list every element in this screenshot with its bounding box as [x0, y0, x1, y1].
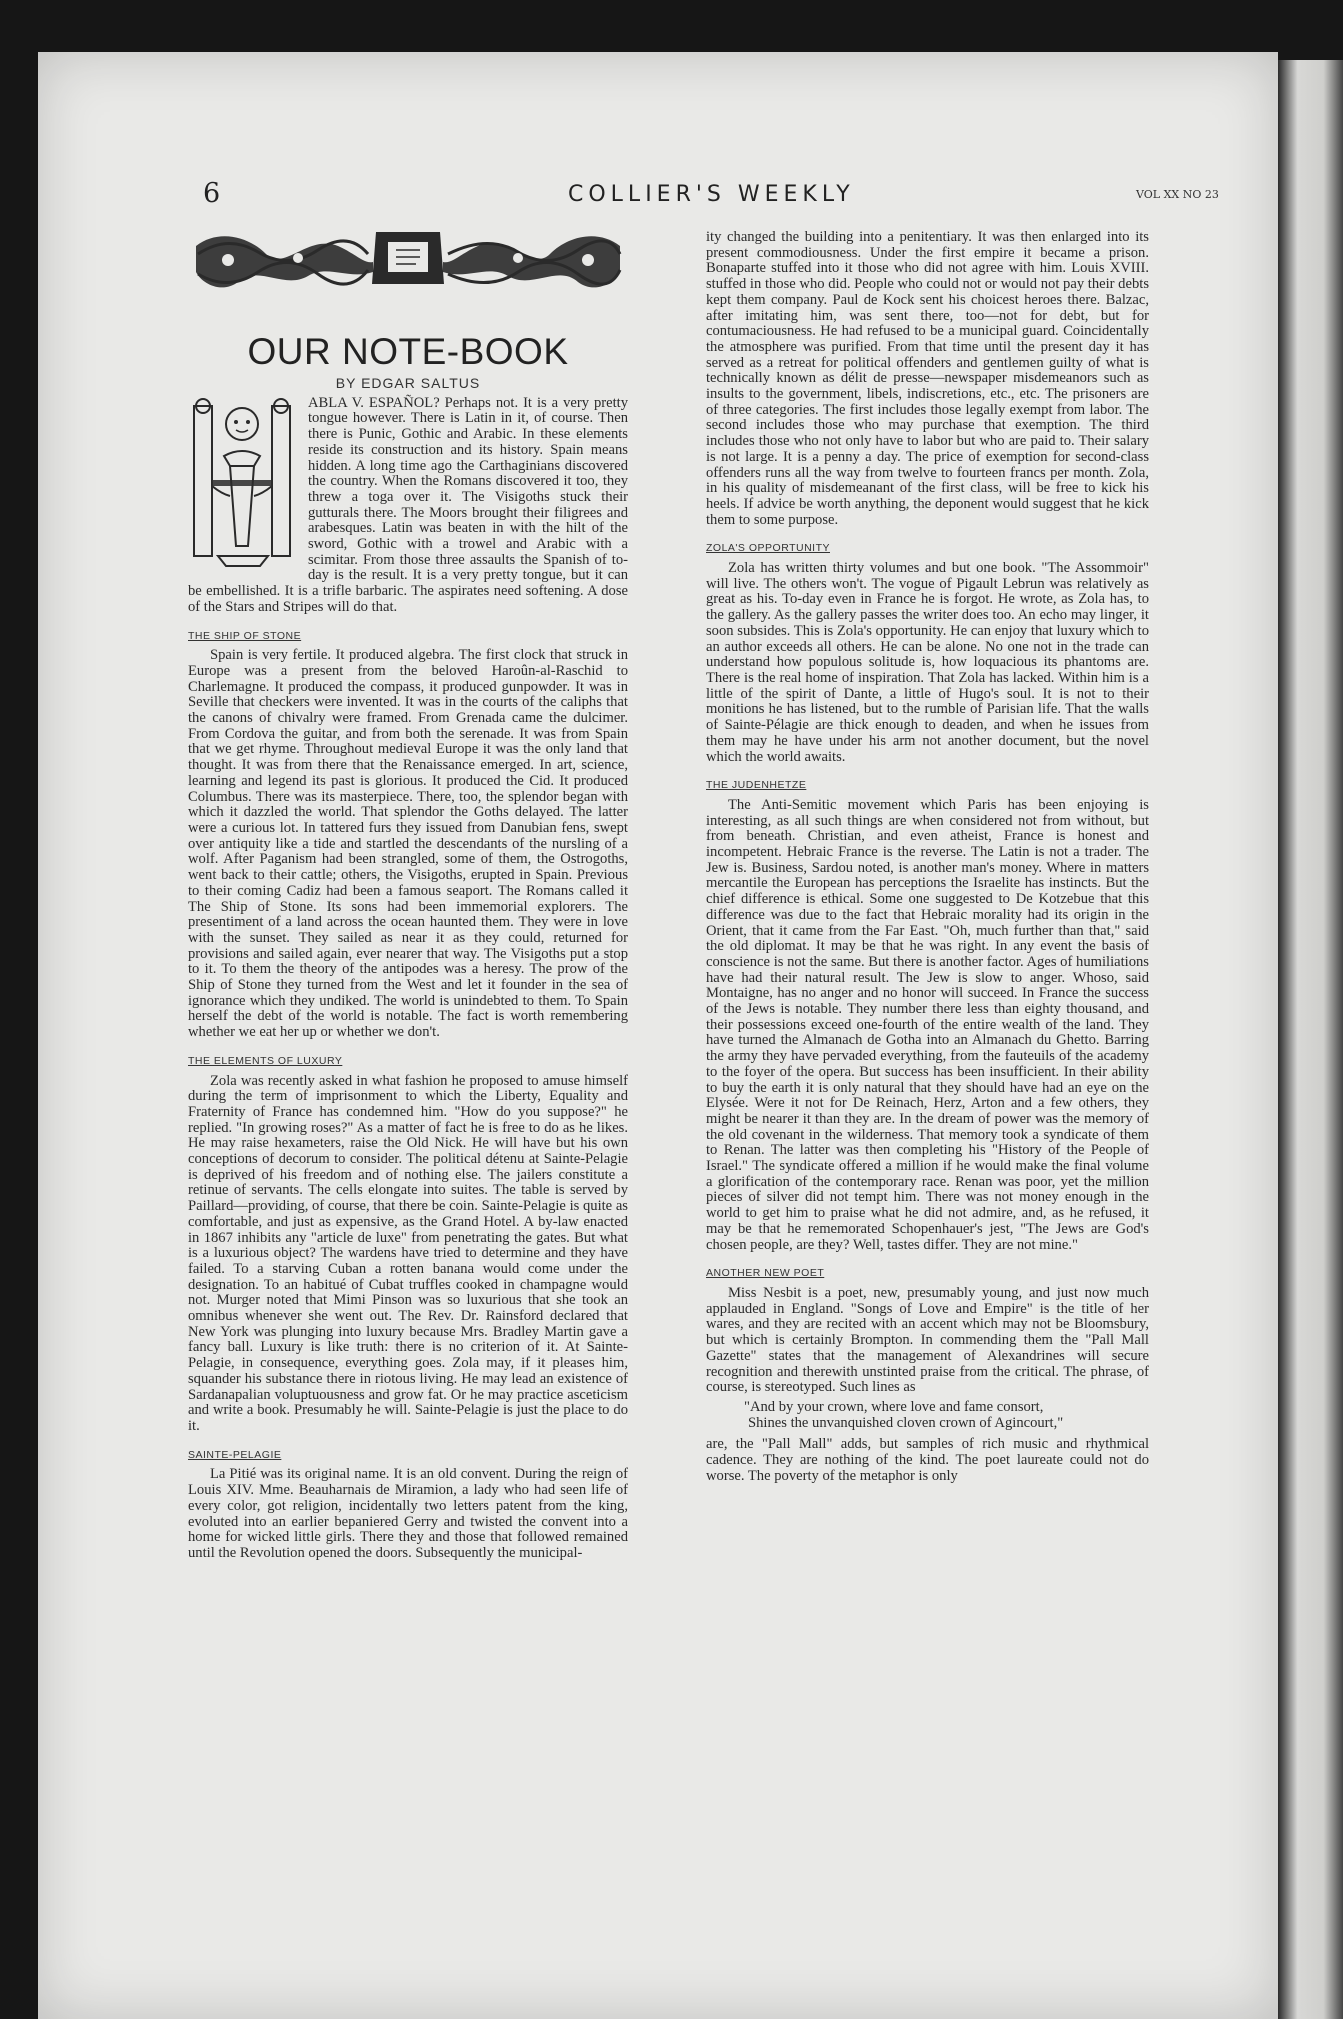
- left-column: [188, 224, 628, 1562]
- poem-line: "And by your crown, where love and fame consort,: [744, 1398, 1044, 1415]
- section-heading-sainte-pelagie: SAINTE-PELAGIE: [188, 1448, 282, 1461]
- right-column: [706, 230, 1149, 1484]
- section-heading-judenhetze: THE JUDENHETZE: [706, 779, 807, 792]
- paragraph-elements-of-luxury: Zola was recently asked in what fashion he proposed to amuse himself during the term of imprisonment to which the Liberty, Equality and Fraternity of France has condemned him. "How do you suppose?" he replied. "In growing roses?" As a matter of fact he is free to do as he likes. He may raise hexameters, raise the Old Nick. He will have but his own conceptions of decorum to consider. The political détenu at Sainte-Pelagie is deprived of his freedom and of nothing else. The jailers constitute a retinue of servants. The cells elongate into suites. The table is served by Paillard—providing, of course, that there be coin. Sainte-Pelagie is quite as comfortable, and just as expensive, as the Grand Hotel. A by-law enacted in 1867 inhibits any "article de luxe" from penetrating the gates. But what is a luxurious object? The wardens have tried to determine and they have failed. To a starving Cuban a rotten banana would come under the designation. To an habitué of Cubat truffles cooked in champagne would not. Murger noted that Mimi Pinson was so luxurious that she took an omnibus whenever she went out. The Rev. Dr. Rainsford declared that New York was plunging into luxury because Mrs. Bradley Martin gave a fancy ball. Luxury is like truth: there is no criterion of it. At Sainte-Pelagie, in consequence, everything goes. Zola may, if it pleases him, squander his substance there in riotous living. He may lead an existence of Sardanapalian voluptuousness and grow fat. Or he may practice asceticism and write a book. Presumably he will. Sainte-Pelagie is just the place to do it.: [188, 1072, 628, 1434]
- paragraph-sainte-pelagie-start: La Pitié was its original name. It is an old convent. During the reign of Louis XIV. Mme. Beauharnais de Miramion, a lady who had seen life of every color, got religion, incidentally two letters patent from the king, evoluted into an earlier bepaniered Gerry and twisted the convent into a home for wicked little girls. There they and those that followed remained until the Revolution opened the doors. Subsequently the municipal-: [188, 1466, 628, 1561]
- volume-number: VOL XX NO 23: [1136, 188, 1219, 201]
- paragraph-ship-of-stone: Spain is very fertile. It produced algebra. The first clock that struck in Europe was a present from the beloved Haroûn-al-Raschid to Charlemagne. It produced the compass, it produced gunpowder. It was in Seville that checkers were invented. It was in the courts of the caliphs that the canons of chivalry were framed. From Grenada came the dulcimer. From Cordova the guitar, and from both the serenade. It was from Spain that we get rhyme. Throughout medieval Europe it was the only land that thought. It was from there that the Renaissance emerged. In art, science, learning and legend its past is glorious. It produced the Cid. It produced Columbus. There was its masterpiece. There, too, the splendor began with which it dazzled the world. That splendor the Goths delayed. The latter were a curious lot. In tattered furs they issued from Danubian fens, swept over antiquity like a tide and startled the descendants of the nursling of a wolf. After Paganism had been strangled, some of them, the Ostrogoths, went back to their cattle; others, the Visigoths, erupted in Spain. Previous to their coming Cadiz had been a famous seaport. The Romans called it The Ship of Stone. Its sons had been immemorial explorers. The presentiment of a land across the ocean haunted them. They were in love with the sunset. They sailed as near it as they could, returned for provisions and sailed again, ever nearer that way. The Visigoths put a stop to it. To them the theory of the antipodes was a heresy. The prow of the Ship of Stone they turned from the West and let it founder in the sea of ignorance which they undiked. The world is unindebted to them. To Spain herself the debt of the world is notable. The fact is worth remembering whether we eat her up or whether we don't.: [188, 647, 628, 1041]
- intro-paragraph: ABLA V. ESPAÑOL? Perhaps not. It is a very pretty tongue however. There is Latin in it, of course. Then there is Punic, Gothic and Arabic. In these elements reside its construction and its history. Spain means hidden. A long time ago the Carthaginians discovered the country. When the Romans discovered it too, they threw a toga over it. The Visigoths stuck their gutturals there. The Moors brought their filigrees and arabesques. Latin was beaten in with the hilt of the sword, Gothic with a trowel and Arabic with a scimitar. From those three assaults the Spanish of to-day is the result. It is a very pretty tongue, but it can be embellished. It is a trifle barbaric. The aspirates need softening. A dose of the Stars and Stripes will do that.: [188, 394, 628, 615]
- article-byline: BY EDGAR SALTUS: [335, 375, 481, 391]
- page-header: [38, 178, 1278, 218]
- section-heading-zolas-opportunity: ZOLA'S OPPORTUNITY: [706, 542, 830, 555]
- paragraph-another-new-poet-continued: are, the "Pall Mall" adds, but samples of rich music and rhythmical cadence. They are nothing of the kind. The poet laureate could not do worse. The poverty of the metaphor is only: [706, 1436, 1149, 1484]
- poem-line: Shines the unvanquished cloven crown of Agincourt,": [748, 1414, 1064, 1431]
- section-heading-another-new-poet: ANOTHER NEW POET: [706, 1267, 825, 1280]
- page-number: 6: [203, 178, 221, 209]
- article-title: OUR NOTE-BOOK: [247, 331, 569, 372]
- poem-quotation: [744, 1400, 1149, 1431]
- adjacent-page-edge: [1278, 60, 1343, 2019]
- paragraph-judenhetze: The Anti-Semitic movement which Paris has been enjoying is interesting, as all such things are when considered not from without, but from beneath. Christian, and even atheist, France is honest and incompetent. Hebraic France is the reverse. The Latin is not a trader. The Jew is. Business, Sardou noted, is another man's money. Where in matters mercantile the European has perceptions the Israelite has instincts. But the chief difference is ethical. Some one suggested to De Kotzebue that this difference was due to the fact that Hebraic morality had its origin in the Orient, that it came from the Far East. "Oh, much further than that," said the old diplomat. It may be that he was right. In any event the basis of conscience is not the same. But there is another factor. Ages of humiliations have had their natural result. The Jew is slow to anger. Whoso, said Montaigne, has no anger and no honor will succeed. In France the success of the Jews is notable. They number there less than eighty thousand, and their possessions exceed one-fourth of the entire wealth of the land. They have turned the Almanach de Gotha into an Almanach du Ghetto. Barring the army they have pervaded everything, from the fauteuils of the academy to the foyer of the opera. But success has been insufficient. In their ability to buy the earth it is only natural that they should have had an eye on the Elysée. Were it not for De Reinach, Herz, Arton and a few others, they might be nearer it than they are. In the dream of power was the memory of the old covenant in the wilderness. That memory took a syndicate of them to Renan. The latter was then completing his "History of the People of Israel." The syndicate offered a million if he would make the final volume a glorification of the contemporary race. Renan was poor, yet the million pieces of silver did not tempt him. There was not money enough in the world to get him to praise what he did not admire, and, as he refused, it may be that he rememorated Schopenhauer's jest, "The Jews are God's chosen people, are they? Well, tastes differ. They are not mine.": [706, 796, 1149, 1253]
- magazine-page: [38, 52, 1278, 2019]
- paragraph-another-new-poet: Miss Nesbit is a poet, new, presumably young, and just now much applauded in England. "Songs of Love and Empire" is the title of her wares, and they are recited with an accent which may not be Bloomsbury, but which is certainly Brompton. In commending them the "Pall Mall Gazette" states that the management of Alexandrines will secure recognition and therewith unstinted praise from the critical. The phrase, of course, is stereotyped. Such lines as: [706, 1285, 1149, 1396]
- section-heading-ship-of-stone: THE SHIP OF STONE: [188, 629, 302, 642]
- publication-title: COLLIER'S WEEKLY: [568, 182, 855, 207]
- paragraph-sainte-pelagie-continued: ity changed the building into a penitentiary. It was then enlarged into its present commodiousness. Under the first empire it became a prison. Bonaparte stuffed into it those who did not agree with him. Louis XVIII. stuffed in those who did. People who could not or would not pay their debts kept them company. Paul de Kock sent his choicest heroes there. Balzac, after imitating him, was sent there, too—not for debt, but for contumaciousness. He had refused to be a municipal guard. Coincidentally the atmosphere was purified. From that time until the present day it has served as a retreat for political offenders and gentlemen guilty of what is technically known as délit de presse—newspaper misdemeanors such as insults to the government, libels, indiscretions, etc., etc. The prisoners are of three categories. The first includes those legally exempt from labor. The second includes those who may purchase that exemption. The third includes those who not only have to labor but who are paid to. Their salary is not large. It is a penny a day. The price of exemption for second-class offenders runs all the way from twelve to fourteen francs per month. Zola, in his quality of misdemeanant of the first class, will be free to kick his heels. If advice be worth anything, the deponent would suggest that he kick them to some purpose.: [706, 229, 1149, 528]
- title-ornament-banner: [188, 224, 628, 332]
- dropcap-h-illustration: [188, 396, 298, 572]
- paragraph-zolas-opportunity: Zola has written thirty volumes and but one book. "The Assommoir" will live. The others won't. The vogue of Pigault Lebrun was relatively as great as his. To-day even in France he is forgot. He wrote, as Zola has, to the gallery. As the gallery passes the writer does too. An echo may linger, it soon subsides. This is Zola's opportunity. He can enjoy that luxury which to an author exceeds all others. He can be alone. No one not in the trade can understand how populous solitude is, how loquacious its phantoms are. There is the real home of inspiration. That Zola has lacked. Within him is a little of the spirit of Dante, a little of Hugo's soul. It is not to their monitions he has listened, but to the rumble of Parisian life. That the walls of Sainte-Pélagie are thick enough to deaden, and when he issues from them may he have under his arm not another document, but the novel which the world awaits.: [706, 560, 1149, 765]
- section-heading-elements-of-luxury: THE ELEMENTS OF LUXURY: [188, 1054, 343, 1067]
